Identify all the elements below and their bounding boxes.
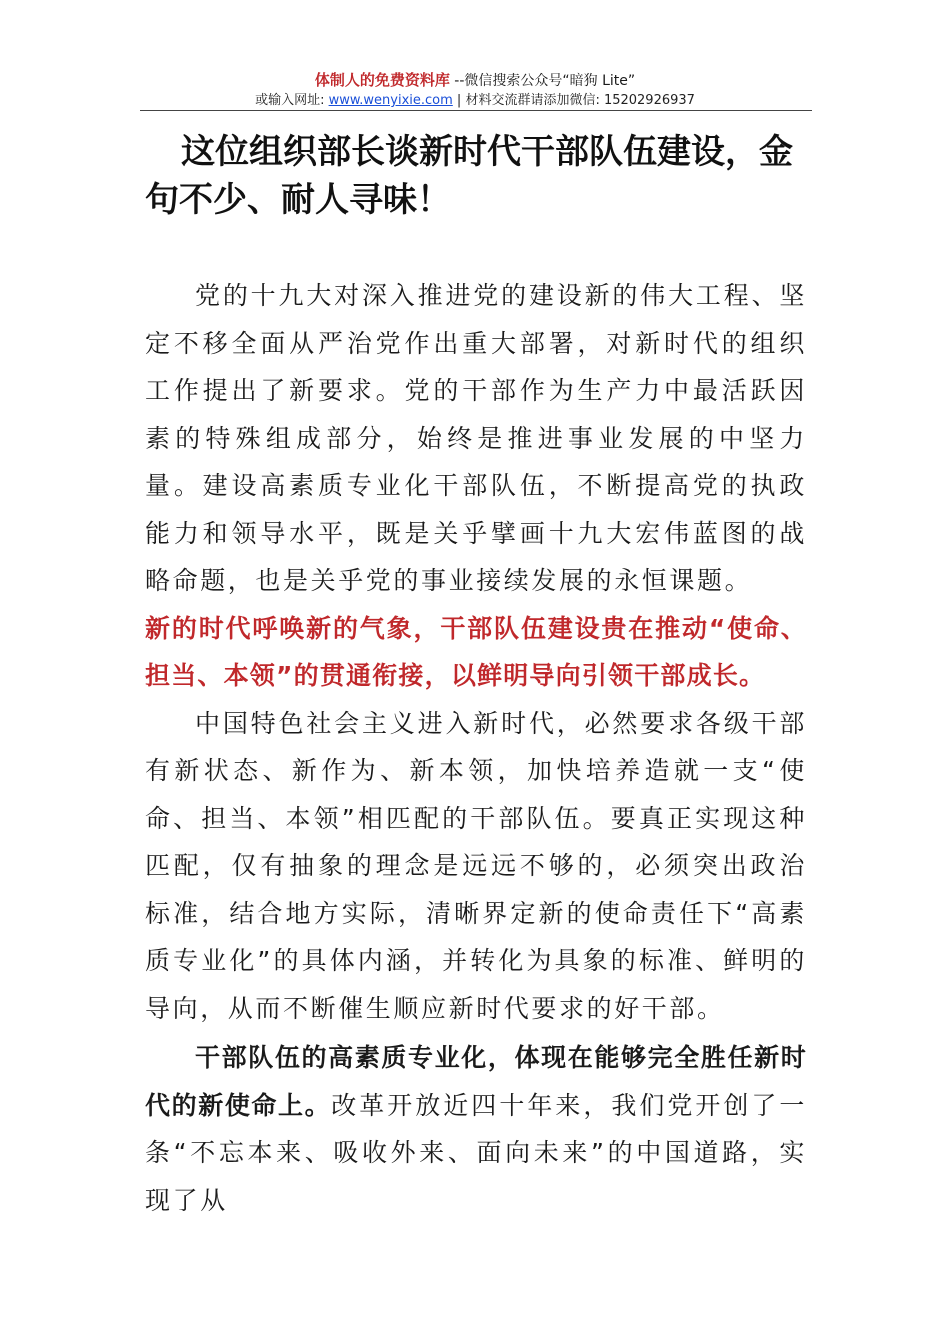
header-line-1 (0, 70, 950, 91)
header-divider (140, 110, 812, 111)
header-url-prefix: 或输入网址: (255, 93, 329, 108)
paragraph-3 (145, 1034, 807, 1224)
paragraph-2: 中国特色社会主义进入新时代，必然要求各级干部有新状态、新作为、新本领，加快培养造就一支“使命、担当、本领”相匹配的干部队伍。要真正实现这种匹配，仅有抽象的理念是远远不够的，必须突出政治标准，结合地方实际，清晰界定新的使命责任下“高素质专业化”的具体内涵，并转化为具象的标准、鲜明的导向，从而不断催生顺应新时代要求的好干部。 (145, 708, 807, 1023)
header-tagline: --微信搜索公众号“暗狗 Lite” (449, 73, 636, 89)
page-header (0, 70, 950, 111)
header-url-link[interactable]: www.wenyixie.com (328, 93, 453, 108)
paragraph-intro: 党的十九大对深入推进党的建设新的伟大工程、坚定不移全面从严治党作出重大部署，对新时代的组织工作提出了新要求。党的干部作为生产力中最活跃因素的特殊组成部分，始终是推进事业发展的中坚力量。建设高素质专业化干部队伍，不断提高党的执政能力和领导水平，既是关乎擘画十九大宏伟蓝图的战略命题，也是关乎党的事业接续发展的永恒课题。 (145, 281, 807, 595)
article-title: 这位组织部长谈新时代干部队伍建设，金句不少、耐人寻味！ (145, 132, 793, 220)
section-heading: 新的时代呼唤新的气象，干部队伍建设贵在推动“使命、担当、本领”的贯通衔接，以鲜明导向引领干部成长。 (145, 613, 807, 690)
header-brand: 体制人的免费资料库 (314, 71, 450, 89)
paragraph-3-lead: 干部队伍的高素质专业化，体现在能够完全胜任新时代的新使命上。 (145, 1043, 807, 1120)
header-contact: | 材料交流群请添加微信: 15202926937 (452, 93, 695, 108)
paragraph-3-text: 改革开放近四十年来，我们党开创了一条“不忘本来、吸收外来、面向未来”的中国道路，实现了从 (145, 1090, 807, 1215)
header-line-2 (0, 91, 950, 111)
article-body (145, 272, 807, 1224)
